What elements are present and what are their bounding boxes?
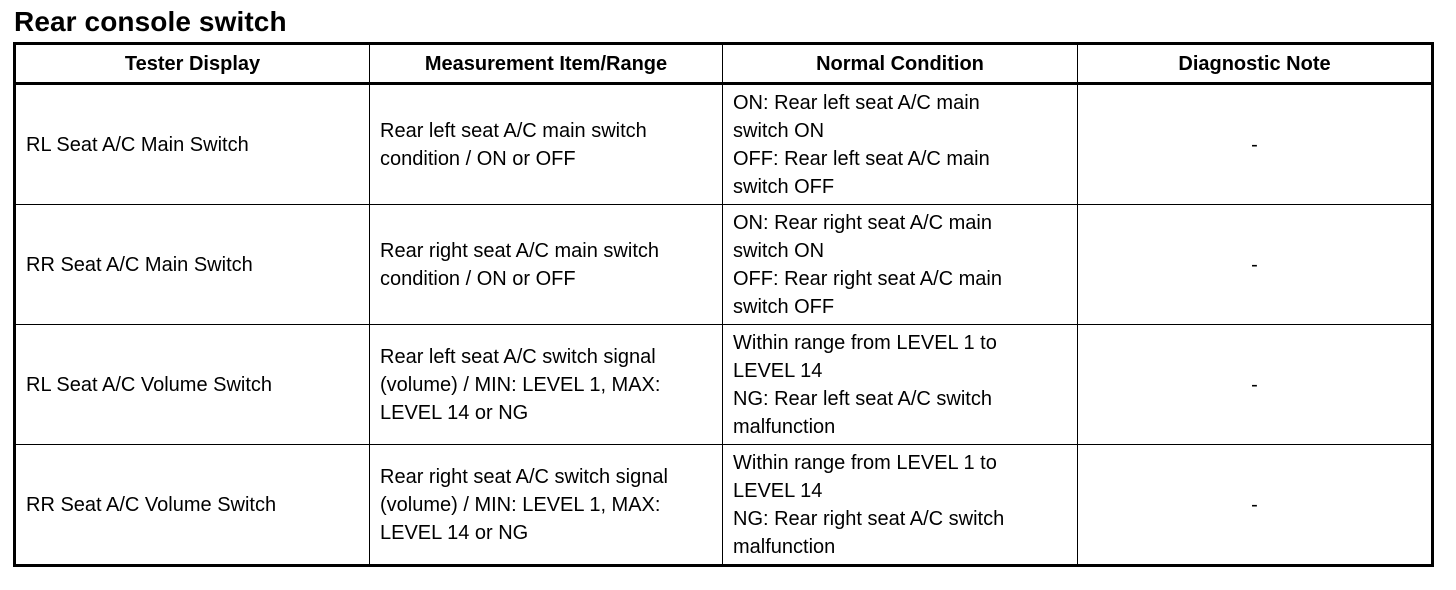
data-table <box>13 42 1434 567</box>
condition-line: NG: Rear left seat A/C switch <box>733 387 992 410</box>
table-header <box>15 44 1433 84</box>
measurement-line: condition / ON or OFF <box>380 267 576 290</box>
condition-line: Within range from LEVEL 1 to <box>733 451 997 474</box>
header-diagnostic-note: Diagnostic Note <box>1078 44 1433 84</box>
condition-cell <box>723 445 1078 566</box>
header-normal-condition: Normal Condition <box>723 44 1078 84</box>
condition-cell <box>723 84 1078 205</box>
diagnostic-note-cell: - <box>1078 325 1433 445</box>
condition-line: malfunction <box>733 415 836 438</box>
diagnostic-note-cell: - <box>1078 84 1433 205</box>
diagnostic-note-cell: - <box>1078 445 1433 566</box>
diagnostic-note-cell: - <box>1078 205 1433 325</box>
measurement-line: (volume) / MIN: LEVEL 1, MAX: <box>380 493 661 516</box>
condition-line: malfunction <box>733 535 836 558</box>
table-row <box>15 325 1433 445</box>
measurement-line: Rear left seat A/C main switch <box>380 119 647 142</box>
condition-line: OFF: Rear right seat A/C main <box>733 267 1002 290</box>
tester-display-cell: RL Seat A/C Volume Switch <box>15 325 370 445</box>
condition-line: switch OFF <box>733 175 835 198</box>
condition-line: Within range from LEVEL 1 to <box>733 331 997 354</box>
header-measurement-item-range: Measurement Item/Range <box>370 44 723 84</box>
condition-line: switch OFF <box>733 295 835 318</box>
measurement-line: LEVEL 14 or NG <box>380 521 529 544</box>
measurement-line: Rear left seat A/C switch signal <box>380 345 656 368</box>
measurement-line: condition / ON or OFF <box>380 147 576 170</box>
measurement-line: Rear right seat A/C switch signal <box>380 465 668 488</box>
tester-display-cell: RR Seat A/C Main Switch <box>15 205 370 325</box>
tester-display-cell: RR Seat A/C Volume Switch <box>15 445 370 566</box>
table-row <box>15 84 1433 205</box>
table-row <box>15 445 1433 566</box>
header-row <box>15 44 1433 84</box>
measurement-line: (volume) / MIN: LEVEL 1, MAX: <box>380 373 661 396</box>
page-title: Rear console switch <box>14 6 287 37</box>
measurement-cell <box>370 445 723 566</box>
condition-line: OFF: Rear left seat A/C main <box>733 147 990 170</box>
condition-line: switch ON <box>733 119 825 142</box>
tester-display-cell: RL Seat A/C Main Switch <box>15 84 370 205</box>
measurement-cell <box>370 325 723 445</box>
condition-line: ON: Rear left seat A/C main <box>733 91 980 114</box>
measurement-line: LEVEL 14 or NG <box>380 401 529 424</box>
condition-line: switch ON <box>733 239 825 262</box>
header-tester-display: Tester Display <box>15 44 370 84</box>
condition-line: NG: Rear right seat A/C switch <box>733 507 1005 530</box>
condition-line: ON: Rear right seat A/C main <box>733 211 992 234</box>
condition-line: LEVEL 14 <box>733 479 823 502</box>
condition-line: LEVEL 14 <box>733 359 823 382</box>
measurement-line: Rear right seat A/C main switch <box>380 239 659 262</box>
table-row <box>15 205 1433 325</box>
condition-cell <box>723 205 1078 325</box>
condition-cell <box>723 325 1078 445</box>
measurement-cell <box>370 84 723 205</box>
measurement-cell <box>370 205 723 325</box>
table-body <box>15 84 1433 566</box>
